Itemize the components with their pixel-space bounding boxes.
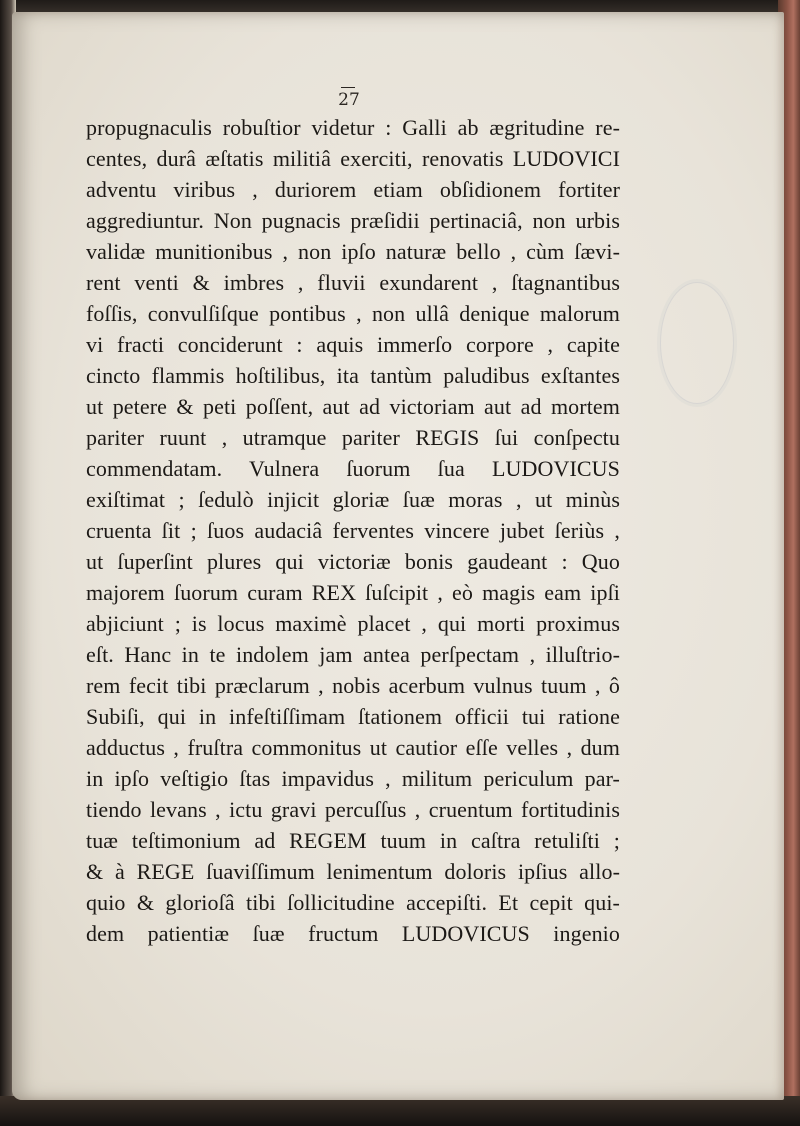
page-number: 27 (334, 90, 364, 110)
text-line: aggrediuntur. Non pugnacis præſidii pertinaciâ, non urbis (86, 208, 620, 233)
library-stamp-bleedthrough (660, 282, 734, 404)
body-text (86, 112, 620, 949)
text-line: exiſtimat ; ſedulò injicit gloriæ ſuæ moras , ut minùs (86, 487, 620, 512)
text-line: ut petere & peti poſſent, aut ad victoriam aut ad mortem (86, 394, 620, 419)
text-line: cincto flammis hoſtilibus, ita tantùm paludibus exſtantes (86, 363, 620, 388)
text-line: majorem ſuorum curam REX ſuſcipit , eò magis eam ipſi (86, 580, 620, 605)
text-line: rent venti & imbres , fluvii exundarent , ſtagnantibus (86, 270, 620, 295)
text-line: commendatam. Vulnera ſuorum ſua LUDOVICUS (86, 456, 620, 481)
text-line: Subiſi, qui in infeſtiſſimam ſtationem officii tui ratione (86, 704, 620, 729)
bottom-edge (0, 1096, 800, 1126)
text-line: rem fecit tibi præclarum , nobis acerbum vulnus tuum , ô (86, 673, 620, 698)
text-line: & à REGE ſuaviſſimum lenimentum doloris ipſius allo- (86, 859, 620, 884)
text-line: tiendo levans , ictu gravi percuſſus , cruentum fortitudinis (86, 797, 620, 822)
text-line: validæ munitionibus , non ipſo naturæ bello , cùm ſævi- (86, 239, 620, 264)
text-line: quio & glorioſâ tibi ſollicitudine accepiſti. Et cepit qui- (86, 890, 620, 915)
text-line: ut ſuperſint plures qui victoriæ bonis gaudeant : Quo (86, 549, 620, 574)
text-line: cruenta ſit ; ſuos audaciâ ferventes vincere jubet ſeriùs , (86, 518, 620, 543)
text-line: vi fracti conciderunt : aquis immerſo corpore , capite (86, 332, 620, 357)
text-line: in ipſo veſtigio ſtas impavidus , militum periculum par- (86, 766, 620, 791)
text-line: tuæ teſtimonium ad REGEM tuum in caſtra retuliſti ; (86, 828, 620, 853)
text-line: eſt. Hanc in te indolem jam antea perſpectam , illuſtrio- (86, 642, 620, 667)
text-line: centes, durâ æſtatis militiâ exerciti, renovatis LUDOVICI (86, 146, 620, 171)
text-line: adductus , fruſtra commonitus ut cautior eſſe velles , dum (86, 735, 620, 760)
text-line: dem patientiæ ſuæ fructum LUDOVICUS ingenio (86, 921, 620, 946)
text-line: abjiciunt ; is locus maximè placet , qui morti proximus (86, 611, 620, 636)
text-line: adventu viribus , duriorem etiam obſidionem fortiter (86, 177, 620, 202)
text-line: pariter ruunt , utramque pariter REGIS ſui conſpectu (86, 425, 620, 450)
text-line: propugnaculis robuſtior videtur : Galli ab ægritudine re- (86, 115, 620, 140)
text-line: foſſis, convulſiſque pontibus , non ullâ denique malorum (86, 301, 620, 326)
